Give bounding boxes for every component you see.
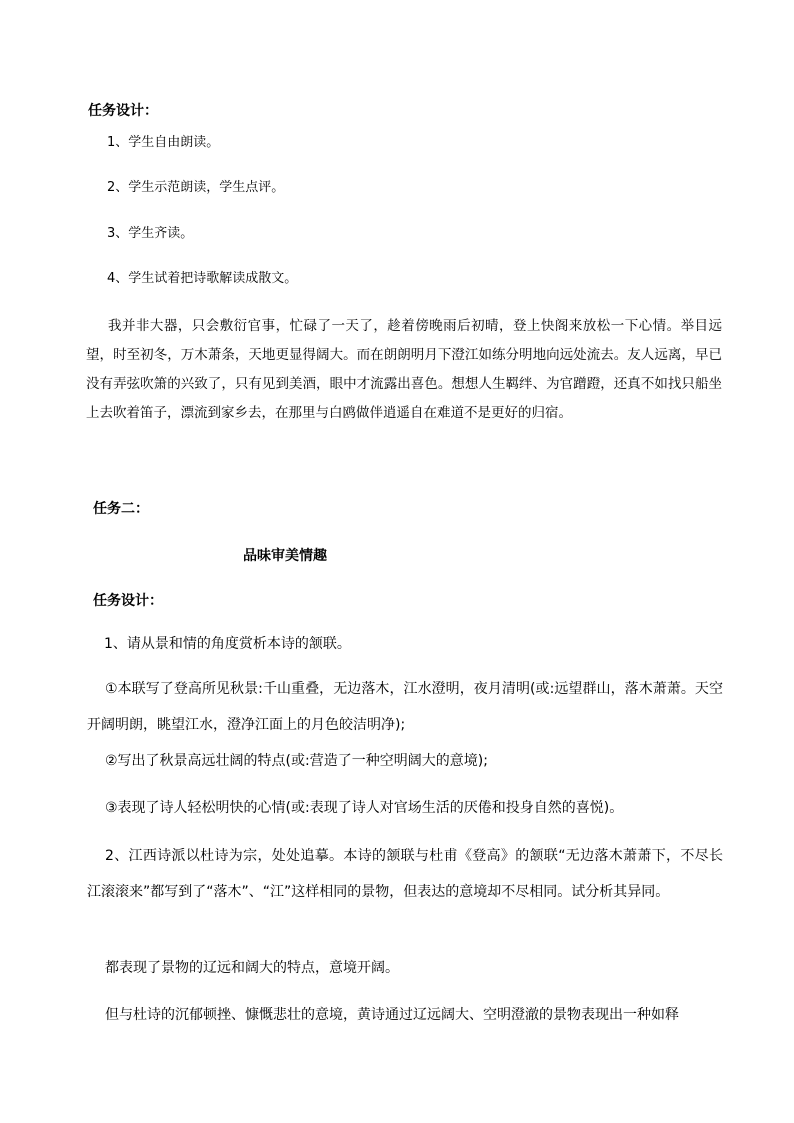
list-item: 2、学生示范朗读，学生点评。	[107, 180, 285, 195]
task-design-heading: 任务设计：	[93, 593, 163, 609]
list-item: 3、学生齐读。	[107, 226, 194, 241]
question: 2、江西诗派以杜诗为宗，处处追摹。本诗的颔联与杜甫《登高》的颔联“无边落木萧萧下，不尽长江滚滚来”都写到了“落木”、“江”这样相同的景物，但表达的意境却不尽相同。试分析其异同。	[87, 848, 723, 900]
list-item: 1、学生自由朗读。	[107, 135, 220, 150]
question: 1、请从景和情的角度赏析本诗的颔联。	[104, 636, 351, 652]
task-design-heading: 任务设计：	[88, 103, 158, 119]
list-item: 4、学生试着把诗歌解读成散文。	[107, 271, 298, 286]
task-two-heading: 任务二：	[93, 501, 149, 517]
answer-paragraph: ③表现了诗人轻松明快的心情(或:表现了诗人对官场生活的厌倦和投身自然的喜悦)。	[105, 800, 624, 816]
answer-paragraph: 但与杜诗的沉郁顿挫、慷慨悲壮的意境，黄诗通过辽远阔大、空明澄澈的景物表现出一种如释	[105, 1007, 679, 1023]
answer-paragraph: 都表现了景物的辽远和阔大的特点，意境开阔。	[105, 960, 399, 976]
answer-paragraph: ②写出了秋景高远壮阔的特点(或:营造了一种空明阔大的意境);	[105, 753, 488, 769]
section-subtitle: 品味审美情趣	[243, 548, 327, 564]
prose-paragraph: 我并非大器，只会敷衍官事，忙碌了一天了，趁着傍晚雨后初晴，登上快阁来放松一下心情。举目远望，时至初冬，万木萧条，天地更显得阔大。而在朗朗明月下澄江如练分明地向远处流去。友人远离，早已没有弄弦吹箫的兴致了，只有见到美酒，眼中才流露出喜色。想想人生羁绊、为官蹭蹬，还真不如找只船坐上去吹着笛子，漂流到家乡去，在那里与白鸥做伴逍遥自在难道不是更好的归宿。	[86, 318, 722, 421]
answer-paragraph: ①本联写了登高所见秋景:千山重叠，无边落木，江水澄明，夜月清明(或:远望群山，落木萧萧。天空开阔明朗，眺望江水，澄净江面上的月色皎洁明净);	[87, 681, 723, 733]
